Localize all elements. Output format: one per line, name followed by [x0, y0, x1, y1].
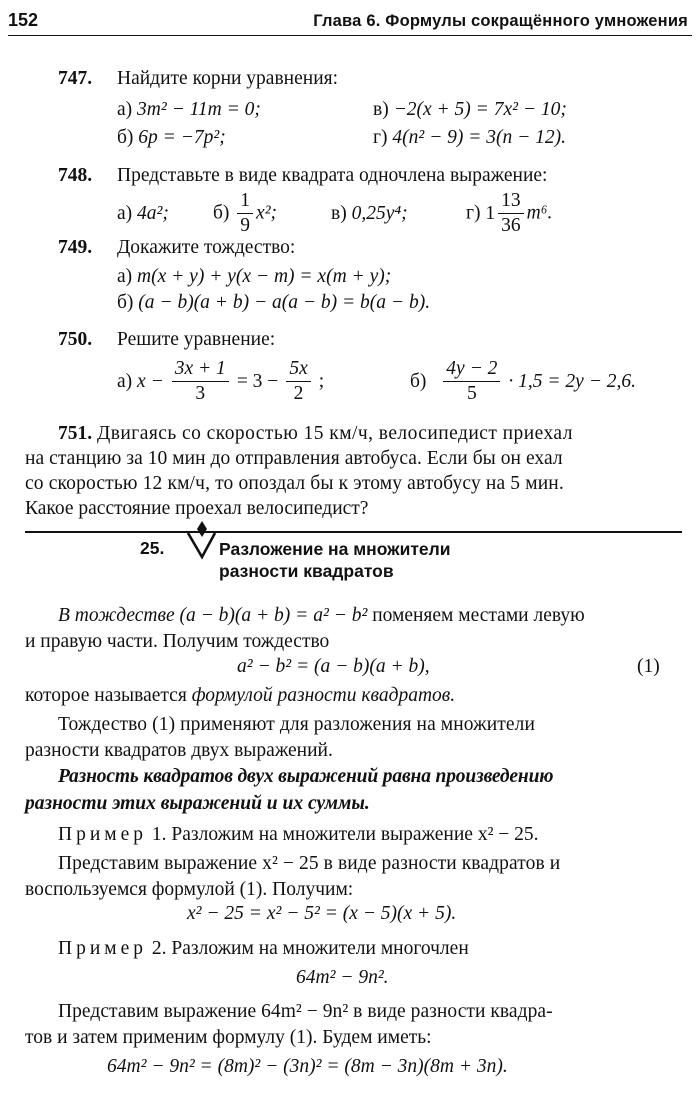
example-label: Пример	[58, 938, 148, 959]
text-line: Тождество (1) применяют для разложения на множители	[58, 714, 536, 735]
denominator: 3	[195, 383, 206, 405]
fraction	[443, 358, 500, 406]
text-line: тов и затем применим формулу (1). Будем иметь:	[25, 1027, 432, 1048]
text-line	[25, 421, 573, 446]
text-line: разности квадратов двух выражений.	[25, 740, 333, 761]
example-1	[58, 825, 539, 845]
section-title-line: разности квадратов	[219, 561, 394, 581]
exercise-748-a	[117, 204, 169, 224]
exercise-748-v	[331, 204, 408, 224]
section-title	[219, 538, 451, 582]
fraction	[172, 358, 229, 406]
exercise-748-title: Представьте в виде квадрата одночлена выражение:	[117, 165, 548, 186]
exercise-747-v	[373, 100, 567, 120]
denominator: 9	[240, 215, 251, 237]
item-expression: m⁶.	[526, 202, 553, 224]
text-line: и правую части. Получим тождество	[25, 631, 330, 652]
item-expression: 6p = −7p²;	[138, 127, 226, 148]
item-expression: −2(x + 5) = 7x² − 10;	[393, 99, 567, 120]
example-2-body	[25, 999, 553, 1051]
text-line: 1. Разложим на множители выражение x² − 25.	[151, 824, 539, 845]
term-definition: формулой разности квадратов.	[191, 685, 456, 706]
formula-1-number: (1)	[637, 656, 660, 677]
numerator: 5x	[286, 358, 310, 382]
denominator: 5	[466, 383, 477, 405]
item-expression: x²;	[256, 202, 278, 224]
exercise-749-b	[117, 293, 430, 313]
denominator: 36	[501, 215, 521, 237]
item-expression: ;	[318, 371, 325, 393]
section-title-line: Разложение на множители	[219, 539, 451, 559]
paragraph-2	[25, 712, 535, 764]
example-2-expression: 64m² − 9n².	[296, 967, 389, 988]
numerator: 3x + 1	[172, 358, 229, 382]
text-line: которое называется	[25, 685, 187, 706]
exercise-750-a	[117, 358, 324, 406]
text-line: Представим выражение 64m² − 9n² в виде разности квадра-	[58, 1001, 553, 1022]
text-line: Представим выражение x² − 25 в виде разности квадратов и	[58, 853, 561, 874]
example-1-body	[25, 851, 560, 903]
exercise-750-title: Решите уравнение:	[117, 329, 276, 350]
text-line	[25, 603, 585, 629]
exercise-749-title: Докажите тождество:	[117, 237, 296, 258]
exercise-747-title: Найдите корни уравнения:	[117, 68, 339, 89]
exercise-749-a	[117, 267, 391, 287]
numerator: 4y − 2	[443, 358, 500, 382]
item-label: а)	[117, 371, 133, 393]
text-line: 2. Разложим на множители многочлен	[151, 938, 469, 959]
item-label: в)	[373, 99, 389, 120]
section-marker-icon	[186, 520, 218, 560]
item-expression: 4(n² − 9) = 3(n − 12).	[392, 127, 567, 148]
exercise-748-number: 748.	[58, 165, 93, 186]
item-label: г)	[373, 127, 388, 148]
item-expression: 0,25y⁴;	[351, 203, 408, 224]
exercise-750-b	[410, 358, 636, 406]
mixed-integer: 1	[485, 203, 496, 225]
section-number: 25.	[140, 538, 165, 558]
exercise-747-g	[373, 128, 566, 148]
item-label: г)	[466, 202, 481, 224]
fraction	[237, 190, 253, 238]
example-2-formula: 64m² − 9n² = (8m)² − (3n)² = (8m − 3n)(8m + 3n).	[107, 1056, 508, 1077]
text-line: со скоростью 12 км/ч, то опоздал бы к этому автобусу на 5 мин.	[25, 473, 564, 494]
item-label: б)	[213, 202, 230, 224]
text-line: разности этих выражений и их суммы.	[25, 793, 370, 814]
numerator: 13	[498, 190, 524, 214]
item-label: б)	[117, 292, 134, 313]
item-expression: m(x + y) + y(x − m) = x(m + y);	[137, 266, 392, 287]
text-line: Разность квадратов двух выражений равна произведению	[58, 766, 554, 787]
numerator: 1	[237, 190, 253, 214]
exercise-751-number: 751.	[58, 423, 93, 444]
item-label: б)	[117, 127, 134, 148]
exercise-748-g	[466, 190, 552, 238]
exercise-750-number: 750.	[58, 329, 93, 350]
item-expression: (a − b)(a + b) − a(a − b) = b(a − b).	[138, 292, 431, 313]
text-line: поменяем местами левую	[372, 605, 585, 626]
item-expression: · 1,5 = 2y − 2,6.	[508, 371, 636, 393]
text-line: Двигаясь со скоростью 15 км/ч, велосипедист приехал	[97, 423, 573, 444]
item-label: а)	[117, 203, 133, 224]
chapter-title: Глава 6. Формулы сокращённого умножения	[313, 12, 688, 30]
text-line: воспользуемся формулой (1). Получим:	[25, 879, 354, 900]
item-expression: 3m² − 11m = 0;	[137, 99, 261, 120]
item-label: а)	[117, 99, 133, 120]
item-label: б)	[410, 371, 427, 393]
header-rule	[8, 35, 692, 36]
item-expression: 4a²;	[137, 203, 169, 224]
rule-statement	[25, 763, 553, 817]
exercise-747-b	[117, 128, 226, 148]
exercise-747-a	[117, 100, 261, 120]
item-label: в)	[331, 203, 347, 224]
example-label: Пример	[58, 824, 148, 845]
paragraph-1-end	[25, 686, 455, 706]
item-expression: x −	[137, 371, 164, 393]
section-divider	[25, 531, 682, 533]
example-2	[58, 939, 469, 959]
exercise-749-number: 749.	[58, 237, 93, 258]
exercise-747-number: 747.	[58, 68, 93, 89]
exercise-748-b	[213, 190, 277, 238]
inline-formula: В тождестве (a − b)(a + b) = a² − b²	[58, 605, 368, 626]
item-label: а)	[117, 266, 133, 287]
item-expression: = 3 −	[236, 371, 279, 393]
formula-1: a² − b² = (a − b)(a + b),	[237, 656, 430, 677]
text-line: на станцию за 10 мин до отправления автобуса. Если бы он ехал	[25, 448, 563, 469]
denominator: 2	[293, 383, 304, 405]
fraction	[498, 190, 524, 238]
page-number: 152	[8, 10, 39, 30]
fraction	[286, 358, 310, 406]
exercise-751	[25, 421, 573, 521]
example-1-formula: x² − 25 = x² − 5² = (x − 5)(x + 5).	[187, 903, 457, 924]
paragraph-1	[25, 603, 585, 655]
text-line: Какое расстояние проехал велосипедист?	[25, 498, 369, 519]
